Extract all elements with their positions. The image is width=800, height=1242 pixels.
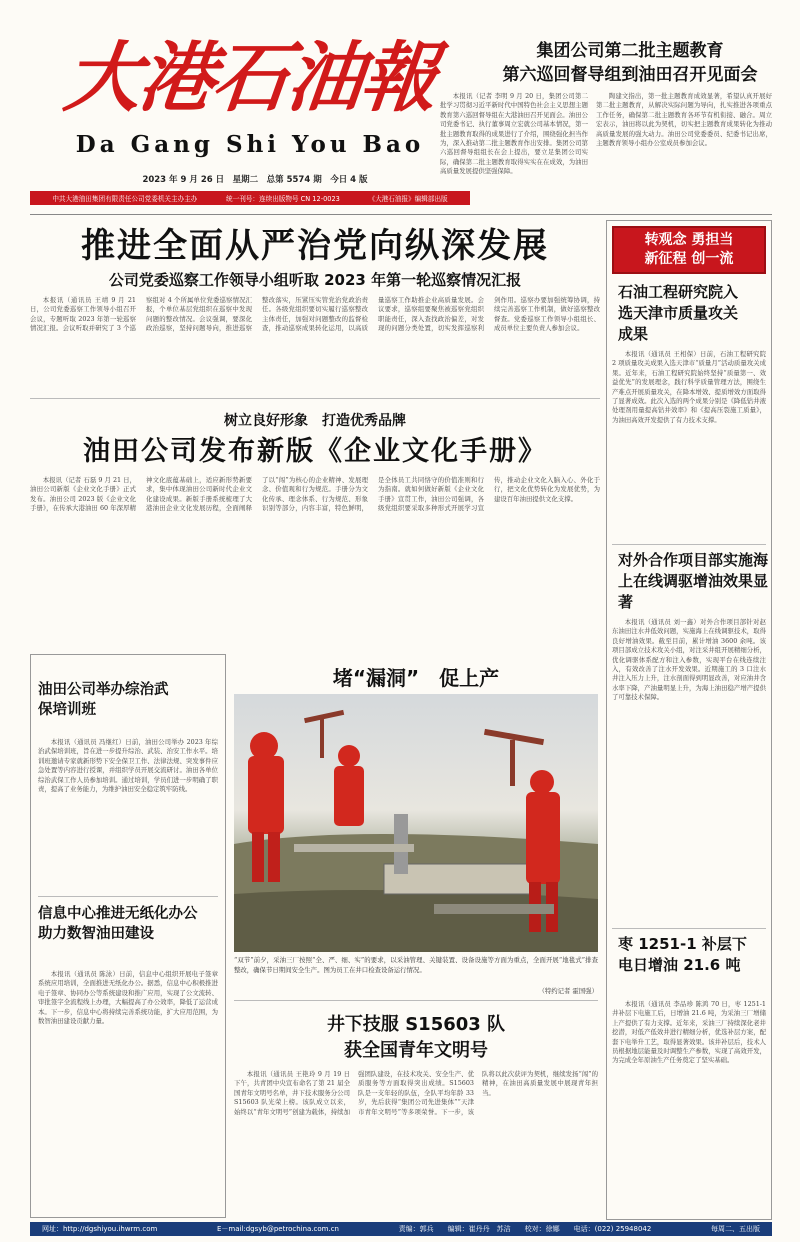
main-story-body: 本报讯（通讯员 王靖 9 月 21 日，公司党委巡察工作领导小组召开会议，专题听取 2023 年第一轮巡察情况汇报。会议听取并研究了 3 个巡察组对 4 个所属单位党委巡察情况汇报，个单位基层党组织在巡察中发现问题的整改情况。会议强调，要深化政治巡察，坚持问题导向，推进巡察整改落实，压紧压实管党治党政治责任。各级党组织要切实履行巡察整改主体责任，加强对问题整改的监督检查，推动巡察成果转化运用，以高质量巡察工作助推企业高质量发展。会议要求，巡察组要聚焦被巡察党组织职能责任，深入查找政治偏差，对发现的问题分类处置，切实发挥巡察利剑作用。巡察办要加强统筹协调，持续完善巡察工作机制，做好巡察整改督查。党委巡察工作领导小组组长、成员单位主要负责人参加会议。 <box>30 296 600 333</box>
top-story-col2: 陶建文指出，第一批主题教育成效显著，希望认真开展好第二批主题教育，从解决实际问题为导向，扎实推进各项重点工作任务，确保第二批主题教育各环节有机衔接、融合。周立宏表示，油田将以此为契机，切实把主题教育成果转化为推动高质量发展的强大动力。油田公司党委委员、纪委书记出席，主题教育领导小组办公室成员参加会议。 <box>596 92 772 148</box>
bottom-story-body: 本报讯（通讯员 王艳玲 9 月 19 日下午，共青团中央宣布命名了第 21 届全国青年文明号名单，井下技术服务分公司 S15603 队光荣上榜。该队成立以来，始终以“青年文明号”创建为载体，持续加强团队建设，在技术攻关、安全生产、优质服务等方面取得突出成绩。S15603 队是一支年轻的队伍，全队平均年龄 33 岁，先后获得“集团公司先进集体”“天津市青年文明号”等多项荣誉。下一步，该队将以此次获评为契机，继续发扬“闯”的精神，在油田高质量发展中展现青年担当。 <box>234 1070 598 1116</box>
masthead-pinyin: Da Gang Shi You Bao <box>75 131 425 158</box>
footer-website[interactable]: 网址：http://dgshiyou.ihwrm.com <box>42 1225 158 1233</box>
slogan-box <box>612 226 766 274</box>
side-story-3-body: 本报讯（通讯员 李品珍 陈鸿 70 日，枣 1251-1 井补层下电施工后，日增油 21.6 吨，为采油三厂增储上产提供了有力支撑。近年来，采油三厂持续深化老井挖潜，对低产低效井进行精细分析，优选补层方案，配套下电举升工艺，取得显著效果。该井补层后，技术人员根据地层能量及时调整生产参数，实现了高效开发，为完成全年原油生产任务奠定了坚实基础。 <box>612 1000 766 1065</box>
footer-email[interactable]: E－mail:dgsyb@petrochina.com.cn <box>216 1225 339 1233</box>
left-story-2-title: 信息中心推进无纸化办公助力数智油田建设 <box>38 906 198 942</box>
culture-story-title: 油田公司发布新版《企业文化手册》 <box>83 436 547 467</box>
left-story-1-title: 油田公司举办综治武保培训班 <box>38 682 169 718</box>
worker-figure <box>334 745 364 826</box>
top-story-col1: 本报讯（记者 李明 9 月 20 日，集团公司第二批学习贯彻习近平新时代中国特色社会主义思想主题教育第六巡回督导组在大港油田召开见面会。油田公司党委书记、执行董事周立宏就公司基本情况，第一批主题教育取得的成果进行了介绍，围绕强化担当作为，深入推动第二批主题教育作出安排。集团公司第六巡回督导组组长在会上提出，要立足集团公司实际，确保第二批主题教育取得实实在在成效，为油田高质量发展提供坚强保障。 <box>440 92 588 176</box>
red-bar-item: 统一刊号：连续出版物号 CN 12-0023 <box>226 195 340 203</box>
culture-story-body: 本报讯（记者 石磊 9 月 21 日，油田公司新版《企业文化手册》正式发布。油田公司 2023 版《企业文化手册》，在传承大港油田 60 年深厚精神文化底蕴基础上，适应新形势新要求，集中体现油田公司新时代企业文化建设成果。新版手册系统梳理了大港油田企业文化发展历程，全面阐释了以“闯”为核心的企业精神、发展理念、价值观和行为规范。手册分为文化传承、理念体系、行为规范、形象识别等部分，内容丰富，特色鲜明，是全体员工共同恪守的价值准则和行为指南。就如何做好新版《企业文化手册》宣贯工作，油田公司强调，各级党组织要采取多种形式开展学习宣传，推动企业文化入脑入心、外化于行，把文化优势转化为发展优势，为建设百年油田提供文化支撑。 <box>30 476 600 513</box>
divider <box>234 1000 598 1001</box>
footer-bar <box>30 1222 772 1236</box>
slogan-line-1: 转观念 勇担当 <box>644 232 734 248</box>
left-story-2-body: 本报讯（通讯员 陈泳）日前，信息中心组织开展电子签章系统应用培训，全面推进无纸化办公。据悉，信息中心积极推进电子签章、协同办公等系统建设和推广应用，实现了公文流转、审批签字全流程线上办理，大幅提高了办公效率，降低了运营成本。下一步，信息中心将持续完善系统功能，扩大应用范围，为数智油田建设贡献力量。 <box>38 970 218 1026</box>
photo-scene <box>234 694 598 952</box>
side-story-2-title: 对外合作项目部实施海上在线调驱增油效果显著 <box>618 551 769 611</box>
date-line: 2023 年 9 月 26 日 星期二 总第 5574 期 今日 4 版 <box>142 175 368 185</box>
footer-editors: 责编：郭兵 编辑：崔丹丹 苏洁 校对：徐娜 电话：(022) 25948042 <box>398 1225 652 1233</box>
masthead-title: 大港石油報 <box>60 33 440 122</box>
bottom-story-title-1: 井下技服 S15603 队 <box>326 1014 506 1035</box>
divider <box>612 544 766 545</box>
divider <box>30 398 600 399</box>
side-story-3-title: 枣 1251-1 补层下电日增油 21.6 吨 <box>618 935 747 974</box>
culture-story-kicker: 树立良好形象 打造优秀品牌 <box>224 413 406 429</box>
red-bar-item: 《大港石油报》编辑部出版 <box>368 195 448 203</box>
side-story-1-title: 石油工程研究院入选天津市质量攻关成果 <box>618 283 739 343</box>
main-story-subtitle: 公司党委巡察工作领导小组听取 2023 年第一轮巡察情况汇报 <box>108 271 522 289</box>
left-story-1-body: 本报讯（通讯员 冯继红）日前，油田公司举办 2023 年综治武保培训班，旨在进一步提升综治、武装、治安工作水平。培训班邀请专家就新形势下安全保卫工作、法律法规、突发事件应急处置等内容进行授课，并组织学员开展交流研讨。油田各单位综治武保工作人员参加培训。通过培训，学员们进一步明确了职责，提高了业务能力，为维护油田安全稳定筑牢防线。 <box>38 738 218 794</box>
divider <box>38 896 218 897</box>
photo-story-title: 堵“漏洞” 促上产 <box>332 666 500 690</box>
slogan-line-2: 新征程 创一流 <box>644 251 734 267</box>
side-story-1-body: 本报讯（通讯员 王相保）日前，石油工程研究院 2 项质量攻关成果入选天津市“质量月”活动质量攻关成果。近年来，石油工程研究院始终坚持“质量第一、效益优先”的发展理念，践行科学质量管理方法，围绕生产难点开展质量攻关，在降本增效、提质增效方面取得了显著成效。此次入选的两个成果分别是《降低钻井液处理剂用量提高钻井效率》和《提高压裂施工质量》，为油田高效开发提供了有力技术支撑。 <box>612 350 766 424</box>
divider <box>612 928 766 929</box>
main-story-title: 推进全面从严治党向纵深发展 <box>81 226 549 266</box>
photo-caption: “双节”前夕，采油三厂按照“全、严、细、实”的要求，以采油管理、关键装置、设备设施等方面为重点，全面开展“地毯式”排查整改，确保节日期间安全生产。图为员工在井口检查设备运行情况。 <box>234 956 598 974</box>
red-bar-item: 中共大港油田集团有限责任公司党委机关主办主办 <box>52 195 198 203</box>
masthead-red-bar <box>30 191 470 205</box>
divider <box>30 214 772 215</box>
top-story-title-2: 第六巡回督导组到油田召开见面会 <box>502 65 758 85</box>
photo <box>234 694 598 952</box>
top-story-title-1: 集团公司第二批主题教育 <box>536 41 724 61</box>
footer-frequency: 每周二、五出版 <box>710 1225 760 1233</box>
photo-credit: （特约记者 霍国强） <box>538 987 598 995</box>
bottom-story-title-2: 获全国青年文明号 <box>344 1040 488 1061</box>
side-story-2-body: 本报讯（通讯员 刘一鑫）对外合作项目部针对赵东油田注水井低效问题，实施海上在线调驱技术，取得良好增油效果。截至目前，累计增油 3600 余吨。该项目部成立技术攻关小组，对注采井组开展精细分析，优化调驱体系配方和注入参数，实现平台在线连续注入，有效改善了注水开发效果。近期施工的 3 口注水井注入压力上升，注水剖面得到明显改善，对应油井含水率下降，产油量明显上升，为海上油田稳产增产提供了可靠技术保障。 <box>612 618 766 702</box>
